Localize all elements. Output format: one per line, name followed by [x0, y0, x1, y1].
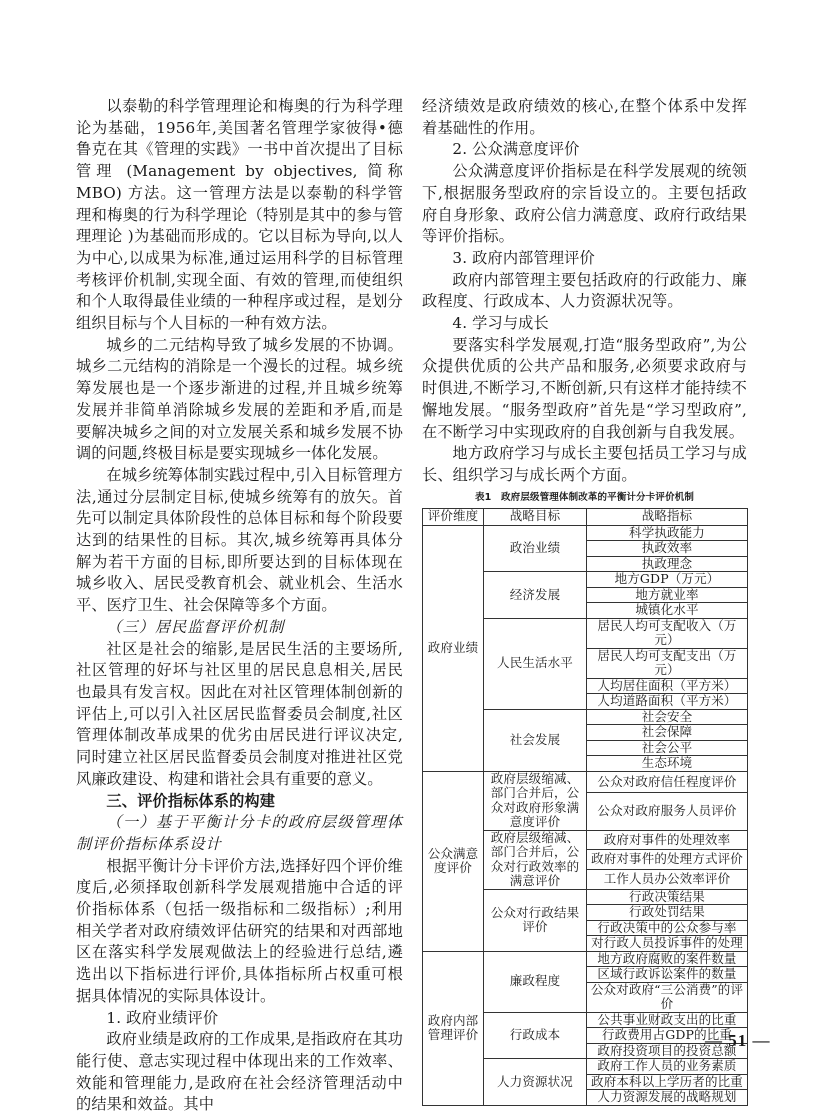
indicator-cell: 社会安全: [587, 709, 748, 725]
indicator-cell: 公众对政府服务人员评价: [587, 793, 748, 830]
indicator-cell: 政府投资项目的投资总额: [587, 1043, 748, 1059]
goal-cell: 人民生活水平: [484, 618, 587, 709]
goal-cell: 廉政程度: [484, 951, 587, 1012]
indicator-cell: 人力资源发展的战略规划: [587, 1090, 748, 1106]
subheading-public-satisfaction: 2. 公众满意度评价: [452, 140, 580, 159]
indicator-cell: 工作人员办公效率评价: [587, 869, 748, 889]
indicator-cell: 政府对事件的处理效率: [587, 830, 748, 850]
table-header-row: [423, 508, 748, 525]
indicator-cell: 政府本科以上学历者的比重: [587, 1074, 748, 1090]
dimension-cell: 政府业绩: [423, 525, 484, 771]
header-dimension: 评价维度: [423, 508, 484, 525]
paragraph-bsc-method: 根据平衡计分卡评价方法,选择好四个评价维度后,必须择取创新科学发展观措施中合适的评价指标体系（包括一级指标和二级指标）;利用相关学者对政府绩效评估研究的结果和对西部地区在落实科学发展观做法上的经验进行总结,遴选出以下指标进行评价,具体指标所占权重可根据具体情况的实际具体设计。: [76, 856, 403, 1005]
indicator-cell: 科学执政能力: [587, 525, 748, 541]
heading-balanced-scorecard: （一）基于平衡计分卡的政府层级管理体制评价指标体系设计: [76, 813, 403, 853]
paragraph-learning-growth: 地方政府学习与成长主要包括员工学习与成长、组织学习与成长两个方面。: [422, 444, 747, 484]
indicator-cell: 政府工作人员的业务素质: [587, 1059, 748, 1075]
indicator-cell: 居民人均可支配收入（万元）: [587, 618, 748, 648]
indicator-cell: 地方政府腐败的案件数量: [587, 951, 748, 967]
section-heading-indicator-system: 三、评价指标体系的构建: [106, 791, 276, 810]
table-row: [423, 525, 748, 541]
indicator-cell: 行政决策中的公众参与率: [587, 920, 748, 936]
indicator-cell: 政府对事件的处理方式评价: [587, 850, 748, 870]
indicator-cell: 社会保障: [587, 725, 748, 741]
dimension-cell: 政府内部管理评价: [423, 951, 484, 1105]
paragraph-goal-management: 在城乡统筹体制实践过程中,引入目标管理方法,通过分层制定目标,使城乡统筹有的放矢。首先可以制定具体阶段性的总体目标和每个阶段要达到的结果性的目标。其次,城乡统筹再具体分解为若干方面的目标,即所要达到的目标体现在城乡收入、居民受教育机会、就业机会、生活水平、医疗卫生、社会保障等多个方面。: [76, 465, 403, 615]
indicator-cell: 地方就业率: [587, 587, 748, 603]
goal-cell: 政府层级缩减、部门合并后，公众对政府形象满意度评价: [484, 771, 587, 830]
indicator-cell: 人均居住面积（平方米）: [587, 678, 748, 694]
indicator-cell: 执政效率: [587, 541, 748, 557]
indicator-cell: 地方GDP（万元）: [587, 572, 748, 588]
goal-cell: 行政成本: [484, 1012, 587, 1059]
subheading-gov-performance: 1. 政府业绩评价: [106, 1008, 219, 1027]
header-indicator: 战略指标: [587, 508, 748, 525]
paragraph-service-government: 要落实科学发展观,打造“服务型政府”,为公众提供优质的公共产品和服务,必须要求政府与时俱进,不断学习,不断创新,只有这样才能持续不懈地发展。“服务型政府”首先是“学习型政府”,在不断学习中实现政府的自我创新与自我发展。: [422, 335, 747, 441]
indicator-cell: 人均道路面积（平方米）: [587, 694, 748, 710]
goal-cell: 政治业绩: [484, 525, 587, 572]
header-goal: 战略目标: [484, 508, 587, 525]
indicator-cell: 执政理念: [587, 556, 748, 572]
goal-cell: 经济发展: [484, 572, 587, 619]
goal-cell: 社会发展: [484, 709, 587, 771]
indicator-cell: 公共事业财政支出的比重: [587, 1012, 748, 1028]
dimension-cell: 公众满意度评价: [423, 771, 484, 951]
subheading-learning-growth: 4. 学习与成长: [452, 314, 549, 333]
table-caption: 表1 政府层级管理体制改革的平衡计分卡评价机制: [474, 491, 695, 503]
paragraph-mbo: 以泰勒的科学管理理论和梅奥的行为科学理论为基础，1956年,美国著名管理学家彼得•德鲁克在其《管理的实践》一书中首次提出了目标管理 (Management by objectives, 简称 MBO) 方法。这一管理方法是以泰勒的科学管理和梅奥的行为科学理论（特别是其中的参与管理理论 )为基础而形成的。它以目标为导向,以人为中心,以成果为标准,通过运用科学的目标管理考核评价机制,实现全面、有效的管理,而使组织和个人取得最佳业绩的一种程序或过程，是划分组织目标与个人目标的一种有效方法。: [76, 97, 403, 333]
indicator-cell: 行政处罚结果: [587, 905, 748, 921]
table-row: [423, 771, 748, 793]
page-number: — 51 —: [705, 1031, 771, 1050]
indicator-cell: 区域行政诉讼案件的数量: [587, 967, 748, 983]
goal-cell: 人力资源状况: [484, 1059, 587, 1106]
indicator-cell: 公众对政府信任程度评价: [587, 771, 748, 793]
paragraph-dual-structure: 城乡的二元结构导致了城乡发展的不协调。城乡二元结构的消除是一个漫长的过程。城乡统筹发展也是一个逐步渐进的过程,并且城乡统筹发展并非简单消除城乡发展的差距和矛盾,而是要解决城乡之间的对立发展关系和城乡发展不协调的问题,终极目标是要实现城乡一体化发展。: [76, 335, 403, 463]
heading-resident-supervision: （三）居民监督评价机制: [106, 617, 285, 636]
indicator-cell: 城镇化水平: [587, 603, 748, 619]
right-column: [422, 96, 747, 1106]
paragraph-gov-performance: 政府业绩是政府的工作成果,是指政府在其功能行使、意志实现过程中体现出来的工作效率、效能和管理能力,是政府在社会经济管理活动中的结果和效益。其中: [76, 1030, 403, 1114]
left-column: [76, 96, 403, 1116]
paragraph-community: 社区是社会的缩影,是居民生活的主要场所,社区管理的好坏与社区里的居民息息相关,居民也最具有发言权。因此在对社区管理体制创新的评估上,可以引入社区居民监督委员会制度,社区管理体制改革成果的优劣由居民进行评议决定,同时建立社区居民监督委员会制度对推进社区党风廉政建设、构建和谐社会具有重要的意义。: [76, 639, 403, 788]
paragraph-public-satisfaction: 公众满意度评价指标是在科学发展观的统领下,根据服务型政府的宗旨设立的。主要包括政府自身形象、政府公信力满意度、政府行政结果等评价指标。: [422, 162, 747, 246]
indicator-cell: 对行政人员投诉事件的处理: [587, 936, 748, 952]
indicator-cell: 居民人均可支配支出（万元）: [587, 648, 748, 678]
indicator-cell: 行政决策结果: [587, 889, 748, 905]
goal-cell: 政府层级缩减、部门合并后，公众对行政效率的满意评价: [484, 830, 587, 889]
paragraph-internal-management: 政府内部管理主要包括政府的行政能力、廉政程度、行政成本、人力资源状况等。: [422, 270, 747, 311]
indicator-cell: 公众对政府“三公消费”的评价: [587, 982, 748, 1012]
table-body: [423, 525, 748, 1105]
indicator-cell: 行政费用占GDP的比重: [587, 1028, 748, 1044]
balanced-scorecard-table: [422, 508, 748, 1106]
indicator-cell: 生态环境: [587, 756, 748, 772]
indicator-cell: 社会公平: [587, 740, 748, 756]
subheading-internal-management: 3. 政府内部管理评价: [452, 248, 595, 267]
paragraph-economic-performance: 经济绩效是政府绩效的核心,在整个体系中发挥着基础性的作用。: [422, 97, 747, 137]
goal-cell: 公众对行政结果评价: [484, 889, 587, 951]
table-row: [423, 951, 748, 967]
